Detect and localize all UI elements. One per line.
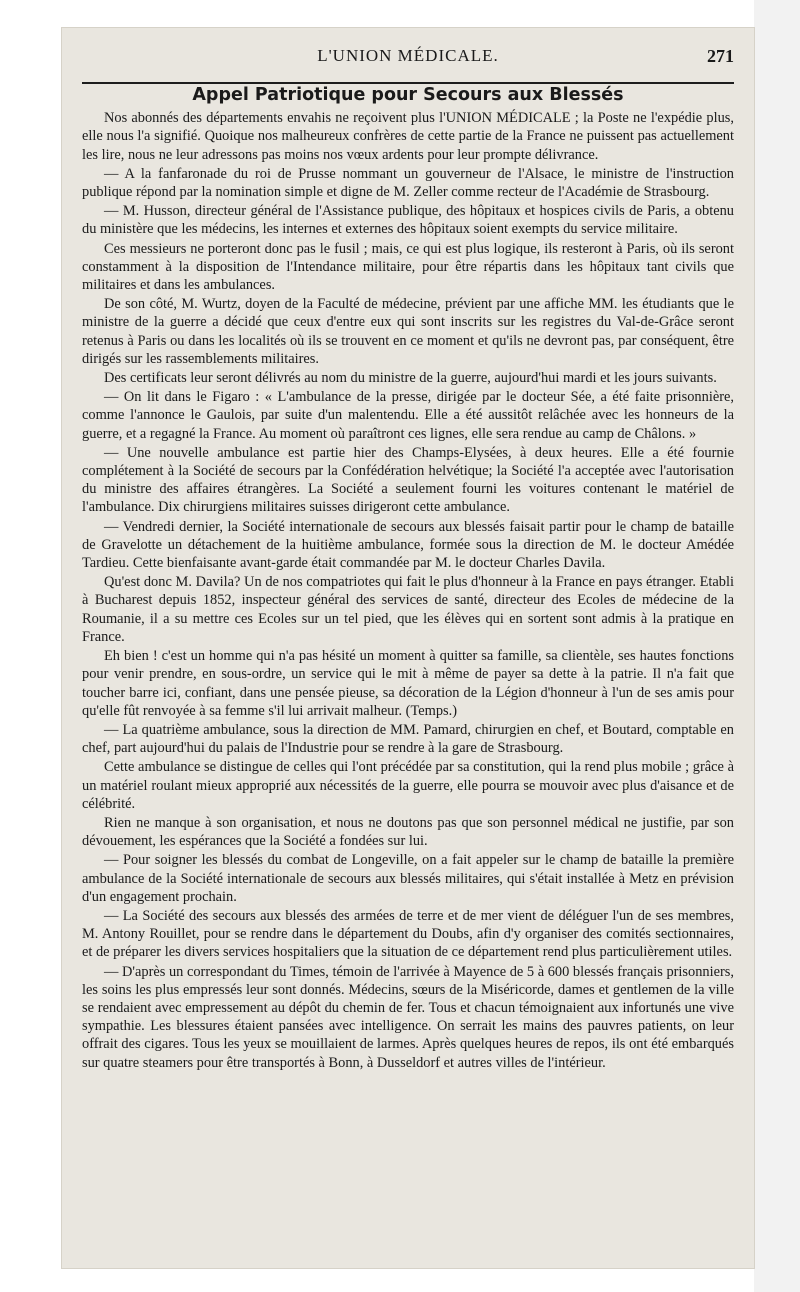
running-title: L'UNION MÉDICALE. bbox=[317, 46, 499, 65]
paragraph: — Pour soigner les blessés du combat de Longeville, on a fait appeler sur le champ de bataille la première ambulance de la Société internationale de secours aux blessés militaires, qui s'était installée à Metz en prévision d'un engagement prochain. bbox=[82, 852, 734, 905]
paragraph: — Vendredi dernier, la Société internationale de secours aux blessés faisait partir pour le champ de bataille de Gravelotte un détachement de la huitième ambulance, formée sous la direction de M. le docteur Amédée Tardieu. Cette bienfaisante avant-garde était commandée par M. le docteur Charles Davila. bbox=[82, 518, 734, 572]
journal-page bbox=[62, 28, 754, 1268]
article-title: Appel Patriotique pour Secours aux Blessés bbox=[192, 85, 624, 105]
page-margin bbox=[754, 0, 800, 1292]
paragraph: Qu'est donc M. Davila? Un de nos compatriotes qui fait le plus d'honneur à la France en pays étranger. Etabli à Bucharest depuis 1852, inspecteur général des services de santé, directeur des Ecoles de médecine de la Roumanie, il a su mettre ces Ecoles sur un tel pied, que les élèves qui en sortent sont admis à la pratique en France. bbox=[82, 574, 734, 645]
article bbox=[82, 86, 734, 1073]
page-number: 271 bbox=[707, 46, 734, 66]
paragraph: Cette ambulance se distingue de celles qui l'ont précédée par sa constitution, qui la rend plus mobile ; grâce à un matériel roulant mieux approprié aux nécessités de la guerre, elle pourra se mouvoir avec plus d'aisance et de célébrité. bbox=[82, 759, 734, 812]
header-rule bbox=[82, 82, 734, 84]
paragraph: — Une nouvelle ambulance est partie hier des Champs-Elysées, à deux heures. Elle a été fournie complétement à la Société de secours par la Confédération helvétique; la Société l'a acceptée avec l'autorisation du ministre des affaires étrangères. La Société a seulement fourni les voitures contenant le matériel de l'ambulance. Dix chirurgiens militaires suisses dirigeront cette ambulance. bbox=[82, 444, 734, 516]
page-header bbox=[82, 44, 734, 78]
paragraph: Eh bien ! c'est un homme qui n'a pas hésité un moment à quitter sa famille, sa clientèle, ses hautes fonctions pour venir prendre, en sous-ordre, un service qui le mit à même de payer sa dette à la patrie. Il n'a fait que toucher barre ici, confiant, dans une pensée pieuse, sa décoration de la Légion d'honneur à l'un de ses amis pour qu'elle fût renvoyée à sa femme s'il lui arrivait malheur. (Temps.) bbox=[82, 648, 734, 719]
paragraph: — La quatrième ambulance, sous la direction de MM. Pamard, chirurgien en chef, et Boutard, comptable en chef, part aujourd'hui du palais de l'Industrie pour se rendre à la gare de Strasbourg. bbox=[82, 721, 734, 757]
paragraph: De son côté, M. Wurtz, doyen de la Faculté de médecine, prévient par une affiche MM. les étudiants que le ministre de la guerre a décidé que ceux d'entre eux qui sont inscrits sur les registres du Val-de-Grâce seront retenus à Paris ou dans les localités où ils se trouvent en ce moment et qu'ils ne devront pas, par conséquent, être dirigés sur les rassemblements militaires. bbox=[82, 296, 734, 367]
paragraph: — La Société des secours aux blessés des armées de terre et de mer vient de déléguer l'un de ses membres, M. Antony Rouillet, pour se rendre dans le département du Doubs, afin d'y organiser des comités sectionnaires, et de préparer les divers services hospitaliers que la situation de ce département rend plus particulièrement utiles. bbox=[82, 907, 734, 961]
paragraph: Ces messieurs ne porteront donc pas le fusil ; mais, ce qui est plus logique, ils resteront à Paris, où ils seront constamment à la disposition de l'Intendance militaire, pour être répartis dans les hôpitaux tant civils que militaires et dans les ambulances. bbox=[82, 240, 734, 294]
paragraph: — D'après un correspondant du Times, témoin de l'arrivée à Mayence de 5 à 600 blessés français prisonniers, les soins les plus empressés leur sont donnés. Médecins, sœurs de la Miséricorde, dames et gentlemen de la ville se rendaient avec empressement au dépôt du chemin de fer. Tous et chacun témoignaient aux infortunés une vive sympathie. Les blessures étaient pansées avec intelligence. On serrait les mains des pauvres patients, on leur offrait des cigares. Tous les yeux se mouillaient de larmes. Après quelques heures de repos, ils ont été embarqués sur quatre steamers pour être transportés à Bonn, à Dusseldorf et autres villes de l'intérieur. bbox=[82, 963, 734, 1071]
paragraph: — M. Husson, directeur général de l'Assistance publique, des hôpitaux et hospices civils de Paris, a obtenu du ministère que les médecins, les internes et externes des hôpitaux soient exempts du service militaire. bbox=[82, 203, 734, 238]
paragraph: Des certificats leur seront délivrés au nom du ministre de la guerre, aujourd'hui mardi et les jours suivants. bbox=[104, 370, 717, 387]
paragraph: Rien ne manque à son organisation, et nous ne doutons pas que son personnel médical ne justifie, par son dévouement, les espérances que la Société a fondées sur lui. bbox=[82, 814, 734, 850]
paragraph: — A la fanfaronade du roi de Prusse nommant un gouverneur de l'Alsace, le ministre de l'instruction publique répond par la nomination simple et digne de M. Zeller comme recteur de l'Académie de Strasbourg. bbox=[82, 165, 734, 201]
paragraph: — On lit dans le Figaro : « L'ambulance de la presse, dirigée par le docteur Sée, a été faite prisonnière, comme l'annonce le Gaulois, par suite d'un malentendu. Elle a été aussitôt relâchée avec les honneurs de la guerre, et a regagné la France. Au moment où paraîtront ces lignes, elle sera rendue au camp de Châlons. » bbox=[82, 389, 734, 442]
paragraph: Nos abonnés des départements envahis ne reçoivent plus l'UNION MÉDICALE ; la Poste ne l'expédie plus, elle nous l'a signifié. Quoique nos malheureux confrères de cette partie de la France ne puissent pas actuellement les lire, nous ne leur adressons pas moins nos vœux ardents pour leur prompte délivrance. bbox=[82, 110, 734, 163]
